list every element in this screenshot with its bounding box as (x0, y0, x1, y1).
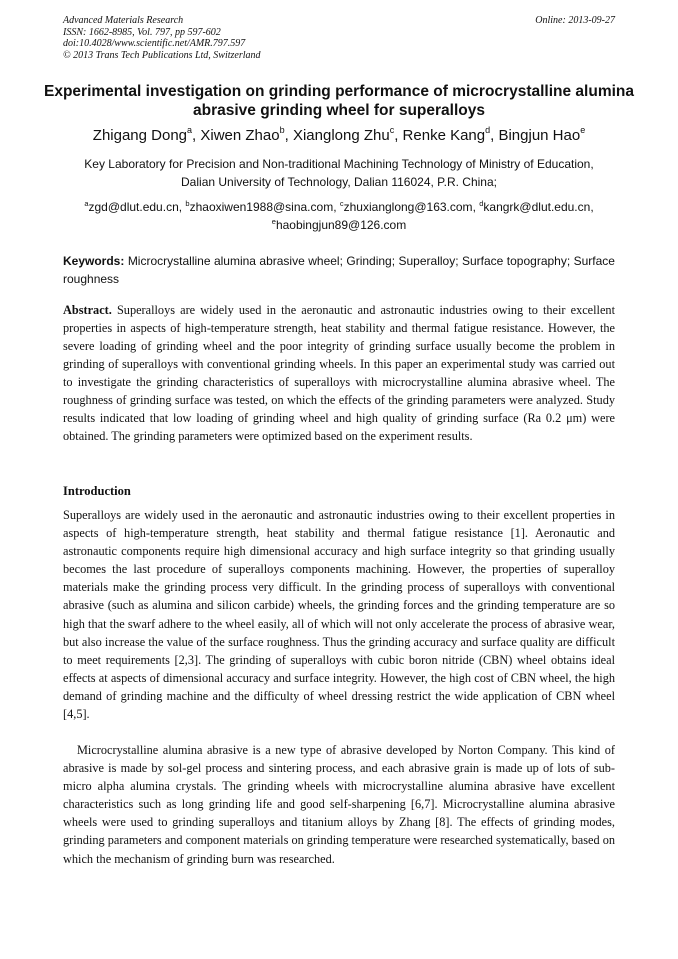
email-line-1: $^a$zgd@dlut.edu.cn, $^b$zhaoxiwen1988@sina.com, $^c$zhuxianglong@163.com, $^d$kangrk@dlut.edu.cn, (84, 199, 594, 214)
journal-header (63, 15, 615, 61)
keywords-section (63, 252, 615, 288)
email-e[interactable]: $^e$haobingjun89@126.com (271, 217, 407, 232)
author-emails (40, 198, 638, 234)
author-5: Bingjun Hao$^e$ (498, 125, 586, 144)
email-c[interactable]: $^c$zhuxianglong@163.com (339, 199, 473, 214)
introduction-paragraph-1: Superalloys are widely used in the aeronautic and astronautic industries owing to their excellent properties in aspects of high-temperature strength, heat stability and thermal fatigue resistance [1]. Aeronautic and astronautic components require high dimensional accuracy and high surface integrity so that grinding usually becomes the last procedure of superalloys components machining. However, the properties of superalloy materials make the grinding process very difficult. In the grinding process of superalloys with conventional abrasive (such as alumina and silicon carbide) wheels, the grinding forces and the grinding temperature are so high that the swarf adhere to the wheel easily, all of which will not only accelerate the process of abrasive wear, but also increase the value of the surface roughness. Thus the grinding accuracy and surface quality are difficult to meet requirements [2,3]. The grinding of superalloys with cubic boron nitride (CBN) wheel obtains ideal effects at aspects of dimensional accuracy and surface integrity. However, the high cost of CBN wheel, the high demand of grinding machine and the difficulty of wheel dressing restrict the wide application of CBN wheel [4,5]. (63, 508, 615, 722)
paper-title: Experimental investigation on grinding performance of microcrystalline alumina abrasive grinding wheel for superalloys (44, 83, 634, 119)
affiliation (40, 155, 638, 191)
doi-line[interactable]: doi:10.4028/www.scientific.net/AMR.797.597 (63, 38, 246, 50)
keywords-text: Microcrystalline alumina abrasive wheel; Grinding; Superalloy; Surface topography; Surface roughness (63, 254, 615, 286)
keywords-label: Keywords: (63, 254, 125, 268)
email-a[interactable]: $^a$zgd@dlut.edu.cn (84, 199, 179, 214)
introduction-paragraph-2: Microcrystalline alumina abrasive is a new type of abrasive developed by Norton Company. This kind of abrasive is made by sol-gel process and sintering process, and each abrasive grain is made up of lots of sub-micro alpha alumina crystals. The grinding wheels with microcrystalline alumina abrasive have excellent characteristics such as long grinding life and good self-sharpening [6,7]. Microcrystalline alumina abrasive wheels were used to grinding superalloys and titanium alloys by Zhang [8]. The effects of grinding modes, grinding parameters and component materials on grinding temperature were researched systematically, based on which the mechanism of grinding burn was researched. (63, 743, 616, 866)
abstract-section (63, 301, 615, 445)
copyright-line: © 2013 Trans Tech Publications Ltd, Switzerland (63, 49, 261, 61)
author-1: Zhigang Dong$^a$, (92, 125, 201, 144)
author-2: Xiwen Zhao$^b$, (200, 125, 293, 144)
affiliation-line-2: Dalian University of Technology, Dalian 116024, P.R. China; (181, 175, 497, 189)
online-date: Online: 2013-09-27 (535, 15, 615, 26)
journal-name: Advanced Materials Research (63, 15, 184, 26)
author-list (30, 127, 648, 145)
email-d[interactable]: $^d$kangrk@dlut.edu.cn (479, 199, 591, 214)
abstract-label: Abstract. (63, 303, 112, 317)
author-4: Renke Kang$^d$, (402, 125, 499, 144)
abstract-text: Superalloys are widely used in the aeronautic and astronautic industries owing to their excellent properties in aspects of high-temperature strength, heat stability and thermal fatigue resistance. However, the severe loading of grinding wheel and the poor integrity of grinding surface usually become the problem in grinding of superalloys with conventional grinding wheels. In this paper an experimental study was carried out to investigate the grinding characteristics of superalloys with microcrystalline alumina abrasive wheel. The roughness of grinding surface was tested, on which the effects of the grinding parameters were analyzed. Study results indicated that low loading of grinding wheel and high quality of grinding surface (Ra 0.2 μm) were obtained. The grinding parameters were optimized based on the experiment results. (63, 303, 615, 443)
author-3: Xianglong Zhu$^c$, (292, 125, 403, 144)
introduction-heading: Introduction (63, 484, 131, 498)
email-b[interactable]: $^b$zhaoxiwen1988@sina.com (185, 199, 334, 214)
email-line-2 (40, 216, 638, 234)
issn-line: ISSN: 1662-8985, Vol. 797, pp 597-602 (63, 26, 221, 38)
affiliation-line-1: Key Laboratory for Precision and Non-traditional Machining Technology of Ministry of Education, (84, 157, 594, 171)
